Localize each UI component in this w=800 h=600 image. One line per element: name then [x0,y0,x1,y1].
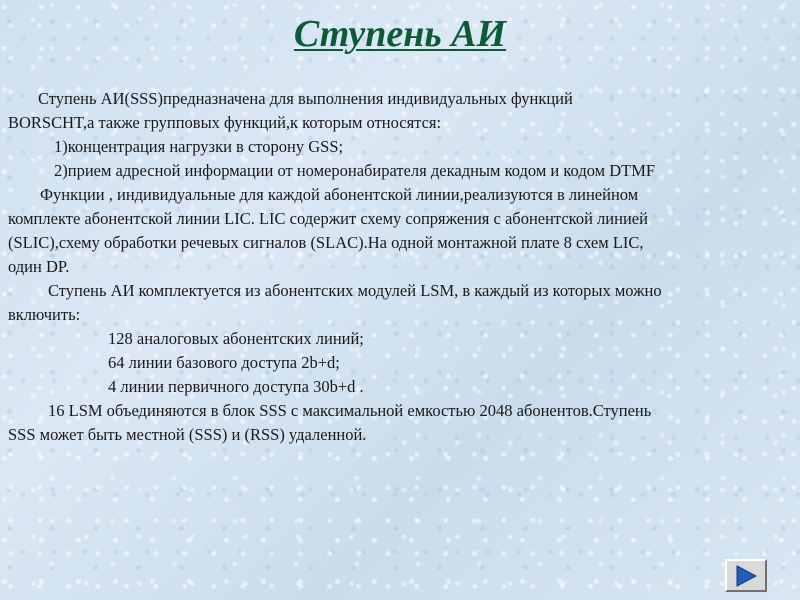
slide-body [8,87,796,447]
body-line: BORSCHT,а также групповых функций,к которым относятся: [8,113,442,132]
list-item-address-reception: 2)прием адресной информации от номеронабирателя декадным кодом и кодом DTMF [54,161,656,180]
list-item-analog-lines: 128 аналоговых абонентских линий; [108,329,364,348]
list-item-concentration: 1)концентрация нагрузки в сторону GSS; [54,137,344,156]
body-line: SSS может быть местной (SSS) и (RSS) удаленной. [8,425,367,444]
body-line: Ступень АИ(SSS)предназначена для выполнения индивидуальных функций [38,89,573,108]
body-line: (SLIC),схему обработки речевых сигналов (SLAC).На одной монтажной плате 8 схем LIC, [8,233,644,252]
list-item-primary-access: 4 линии первичного доступа 30b+d . [108,377,364,396]
body-line: Функции , индивидуальные для каждой абонентской линии,реализуются в линейном [40,185,639,204]
body-line: 16 LSM объединяются в блок SSS с максимальной емкостью 2048 абонентов.Ступень [48,401,652,420]
body-line: комплекте абонентской линии LIC. LIC содержит схему сопряжения с абонентской линией [8,209,648,228]
body-line: включить: [8,305,81,324]
body-line: один DP. [8,257,70,276]
body-line: Ступень АИ комплектуется из абонентских модулей LSM, в каждый из которых можно [48,281,662,300]
play-right-arrow-icon [734,565,758,587]
slide-title [0,12,800,56]
next-slide-button[interactable] [725,559,767,592]
list-item-basic-access: 64 линии базового доступа 2b+d; [108,353,340,372]
slide-title-text: Ступень АИ [293,13,507,55]
